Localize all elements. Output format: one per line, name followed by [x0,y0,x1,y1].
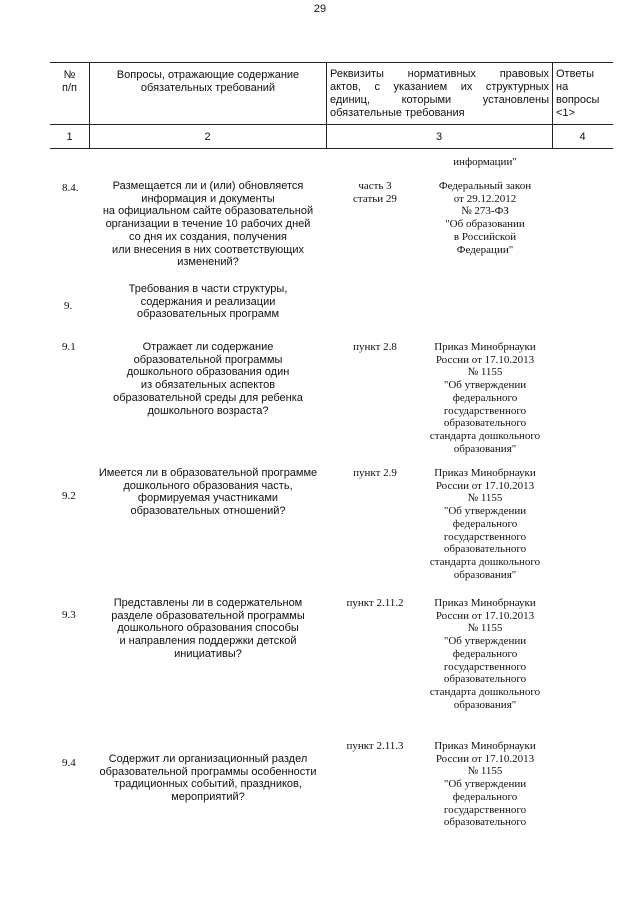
row-legal-act: Приказ Минобрнауки России от 17.10.2013 № 1155 "Об утверждении федерального государственного образовательного стандарта дошкольного образования" [429,467,541,581]
header-col-number: № п/п [62,69,77,94]
row-section-title: Требования в части структуры, содержания и реализации образовательных программ [128,283,288,321]
row-number: 9. [64,300,73,312]
header-requisites-line: актов, с указанием их структурных [330,81,549,93]
row-number: 9.4 [62,757,76,769]
column-number-1: 1 [66,131,73,143]
row-structural-unit: пункт 2.11.2 [346,597,404,609]
header-col-answers [556,68,612,120]
column-numbers-bottom-border [50,148,613,149]
column-number-3: 3 [435,131,443,143]
row-legal-act: Федеральный закон от 29.12.2012 № 273-ФЗ "Об образовании в Российской Федерации" [438,180,532,256]
row-structural-unit: пункт 2.11.3 [346,740,404,752]
row-question: Представлены ли в содержательном разделе образовательной программы дошкольного образования способы и направления поддержки детской инициативы? [111,597,305,660]
row-structural-unit: часть 3 статьи 29 [353,180,397,205]
row-legal-act: Приказ Минобрнауки России от 17.10.2013 № 1155 "Об утверждении федерального государственного образовательного стандарта дошкольного образования" [429,597,541,711]
continuation-text: информации" [453,156,517,168]
row-number: 8.4. [62,182,79,194]
column-number-4: 4 [579,131,586,143]
header-requisites-line: единиц, которыми установлены [330,94,549,106]
row-structural-unit: пункт 2.8 [353,341,397,353]
header-requisites-line: обязательные требования [330,107,465,119]
row-legal-act: Приказ Минобрнауки России от 17.10.2013 № 1155 "Об утверждении федерального государственного образовательного стандарта дошкольного образования" [429,341,541,455]
row-legal-act: Приказ Минобрнауки России от 17.10.2013 № 1155 "Об утверждении федерального государственного образовательного [434,740,536,829]
header-answers-line: вопросы [556,94,600,106]
header-answers-line: Ответы [556,68,595,80]
header-answers-line: на [556,81,569,93]
row-structural-unit: пункт 2.9 [353,467,397,479]
row-question: Размещается ли и (или) обновляется информация и документы на официальном сайте образовательной организации в течение 10 рабочих дней со дня их создания, получения или внесения в них соответствующих изменений? [102,180,314,269]
row-number: 9.1 [62,341,76,353]
header-answers-line: <1> [556,107,575,119]
row-number: 9.2 [62,490,76,502]
row-number: 9.3 [62,609,76,621]
table-top-border [50,62,613,63]
header-bottom-border [50,124,613,125]
column-number-2: 2 [204,131,211,143]
page-number: 29 [313,3,327,15]
header-requisites-line: Реквизиты нормативных правовых [330,68,549,80]
row-question: Имеется ли в образовательной программе дошкольного образования часть, формируемая участниками образовательных отношений? [98,467,318,518]
header-col-requisites [330,68,549,120]
row-question: Отражает ли содержание образовательной программы дошкольного образования один из обязательных аспектов образовательной среды для ребенка дошкольного возраста? [113,341,303,417]
header-col-question: Вопросы, отражающие содержание обязательных требований [116,69,300,94]
row-question: Содержит ли организационный раздел образовательной программы особенности традиционных событий, праздников, мероприятий? [99,753,317,804]
